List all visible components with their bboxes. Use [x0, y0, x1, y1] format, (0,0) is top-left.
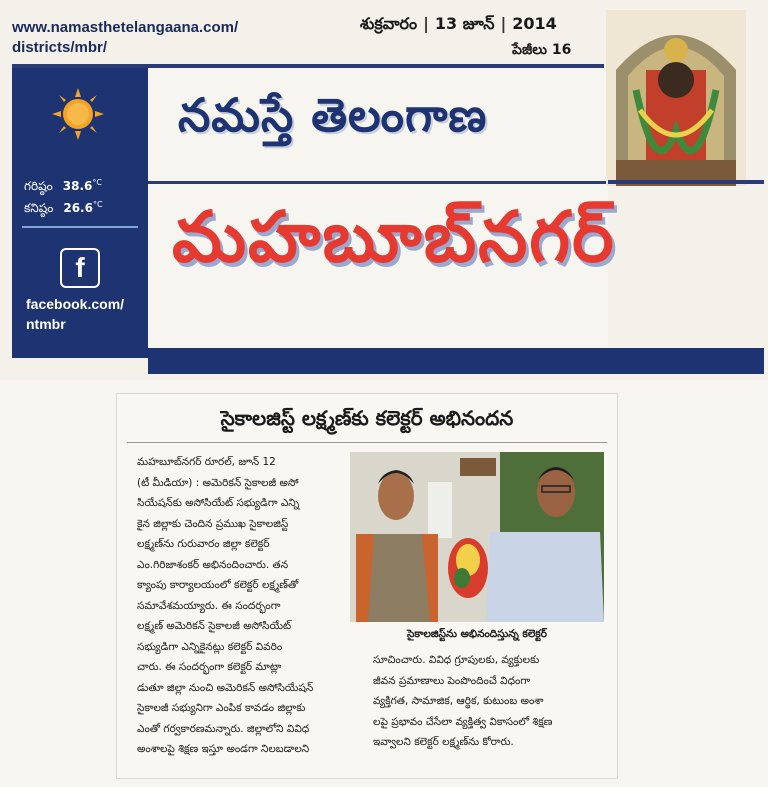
article-line: ఎంతో గర్వకారణమన్నారు. జిల్లాలోని వివిధ [137, 722, 310, 735]
news-article [116, 393, 618, 779]
edition-title: మహబూబ్‌నగర్ [172, 196, 616, 278]
article-column-left [137, 452, 361, 760]
facebook-link[interactable] [26, 294, 124, 334]
newspaper-title: నమస్తే తెలంగాణ [178, 88, 488, 142]
sun-icon [52, 88, 104, 140]
site-url-line: districts/mbr/ [12, 39, 108, 56]
weather-min-label: కనిష్ఠం [24, 201, 54, 215]
site-url[interactable] [12, 18, 238, 58]
facebook-link-line: facebook.com/ [26, 296, 125, 312]
date: 13 జూన్ [434, 14, 495, 33]
facebook-icon[interactable]: f [60, 248, 100, 288]
page-count: పేజీలు 16 [512, 42, 572, 58]
weather-min-value: 26.6 [63, 201, 93, 215]
weather-max [24, 178, 102, 196]
article-line: ఇవ్వాలని కలెక్టర్ లక్ష్మణ్‌ను కోరారు. [373, 736, 514, 748]
weather-min [24, 200, 103, 218]
masthead [0, 0, 768, 380]
divider [22, 226, 138, 228]
day: శుక్రవారం [360, 14, 418, 33]
article-line: సభ్యుడిగా ఎన్నికైనట్లు కలెక్టర్ వివరిం [137, 640, 283, 653]
masthead-band [148, 348, 764, 374]
article-photo [350, 452, 604, 622]
article-line: ఎం.గిరిజాశంకర్ అభినందించారు. తన [137, 558, 289, 571]
weather-max-label: గరిష్ఠం [24, 179, 53, 193]
article-line: క్యాంపు కార్యాలయంలో కలెక్టర్ లక్ష్మణ్‌తో [137, 579, 299, 591]
divider [608, 180, 764, 184]
brand-area [148, 68, 616, 358]
article-line: వ్యక్తిగత, సామాజిక, ఆర్థిక, కుటుంబ అంశా [373, 695, 544, 707]
date-line: శుక్రవారం | 13 జూన్ | 2014 [360, 14, 557, 33]
article-line: సియేషన్‌కు అసోసియేట్ సభ్యుడిగా ఎన్ని [137, 497, 300, 509]
article-column-right [373, 650, 613, 753]
photo-caption: సైకాలజిస్ట్‌ను అభినందిస్తున్న కలెక్టర్ [406, 628, 547, 640]
facebook-link-line: ntmbr [26, 316, 66, 332]
article-line: సమావేశమయ్యారు. ఈ సందర్భంగా [137, 599, 281, 612]
article-line: సైకాలజీ సభ్యునిగా ఎంపిక కావడం జిల్లాకు [137, 702, 306, 714]
article-line: లక్ష్మణ్‌ను గురువారం జిల్లా కలెక్టర్ [137, 538, 270, 550]
weather-unit: °C [92, 200, 103, 209]
article-line: లక్ష్మణ్ అమెరికన్ సైకాలజీ అసోసియేట్ [137, 620, 292, 632]
info-panel [12, 68, 148, 358]
year: 2014 [512, 14, 557, 33]
site-url-line: www.namasthetelangaana.com/ [12, 19, 239, 36]
weather-unit: °C [92, 178, 102, 187]
article-line: డుతూ జిల్లా నుంచి అమెరికన్ అసోసియేషన్ [137, 681, 314, 694]
article-line: (టీ మీడియా) : అమెరికన్ సైకాలజీ అసో [137, 476, 299, 489]
article-line: సూచించారు. వివిధ గ్రూపులకు, వ్యక్తులకు [373, 654, 540, 666]
article-headline: సైకాలజిస్ట్ లక్ష్మణ్‌కు కలెక్టర్ అభినందన [220, 406, 514, 430]
deity-image [606, 10, 746, 186]
article-line: కైన జిల్లాకు చెందిన ప్రముఖ సైకాలజిస్ట్ [137, 517, 289, 530]
article-line: లపై ప్రభావం చేసేలా వ్యక్తిత్వ వికాసంలో శిక్షణ [373, 715, 553, 728]
article-line: మహబూబ్‌నగర్ రూరల్, జూన్ 12 [137, 456, 276, 468]
divider [127, 442, 607, 443]
weather-max-value: 38.6 [62, 179, 93, 193]
article-line: జీవన ప్రమాణాలు పెంపొందించే విధంగా [373, 674, 531, 687]
article-line: చారు. ఈ సందర్భంగా కలెక్టర్ మాట్లా [137, 661, 282, 673]
article-line: అంశాలపై శిక్షణ ఇస్తూ అండగా నిలబడాలని [137, 743, 310, 755]
